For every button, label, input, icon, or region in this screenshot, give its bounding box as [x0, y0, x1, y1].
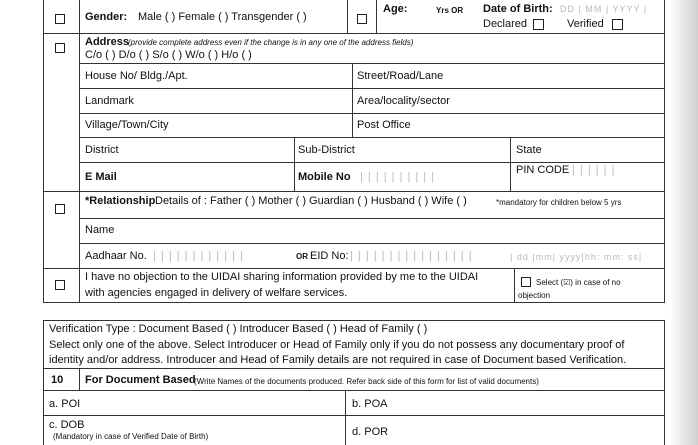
name-label: Name — [85, 224, 115, 236]
verified-label: Verified — [567, 18, 604, 30]
consent-line-2: with agencies engaged in delivery of welfare services. — [85, 287, 348, 299]
consent-line-1: I have no objection to the UIDAI sharing information provided by me to the UIDAI — [85, 271, 479, 283]
poi-label: a. POI — [49, 398, 81, 410]
relationship-checkbox[interactable] — [55, 204, 65, 214]
address-note: (provide complete address even if the change is in any one of the address fields) — [128, 38, 414, 47]
aadhaar-label: Aadhaar No. — [85, 250, 147, 262]
state-label: State — [516, 144, 542, 156]
sub-district-label: Sub-District — [298, 144, 355, 156]
street-label: Street/Road/Lane — [357, 70, 444, 82]
objection-label: objection — [518, 291, 551, 300]
verification-type-line[interactable]: Verification Type : Document Based ( ) Introducer Based ( ) Head of Family ( ) — [49, 323, 428, 335]
gender-row-checkbox[interactable] — [55, 14, 65, 24]
consent-row-checkbox[interactable] — [55, 280, 65, 290]
relationship-note: *mandatory for children below 5 yrs — [496, 198, 622, 207]
eid-input[interactable]: | | | | | | | | | | | | | | | | — [350, 250, 473, 262]
declared-checkbox[interactable] — [533, 19, 544, 30]
district-label: District — [85, 144, 119, 156]
village-label: Village/Town/City — [85, 119, 169, 131]
dob-doc-label: c. DOB — [49, 419, 85, 431]
eid-datetime-input[interactable]: | dd |mm| yyyy|hh: mm: ss| — [510, 252, 643, 262]
poa-label: b. POA — [352, 398, 388, 410]
aadhaar-input[interactable]: | | | | | | | | | | | | — [153, 250, 244, 262]
relationship-title: *Relationship — [85, 195, 156, 207]
mobile-input[interactable]: | | | | | | | | | | — [360, 171, 436, 183]
pin-label: PIN CODE — [516, 164, 570, 176]
house-label: House No/ Bldg./Apt. — [85, 70, 188, 82]
no-objection-checkbox[interactable] — [521, 277, 531, 287]
email-label: E Mail — [85, 171, 117, 183]
address-checkbox[interactable] — [55, 43, 65, 53]
post-office-label: Post Office — [357, 119, 411, 131]
page-shadow — [670, 0, 698, 445]
gender-label: Gender: — [85, 11, 128, 23]
age-row-checkbox[interactable] — [357, 14, 367, 24]
gender-options[interactable]: Male ( ) Female ( ) Transgender ( ) — [138, 11, 307, 23]
declared-label: Declared — [483, 18, 528, 30]
relationship-options[interactable]: Details of : Father ( ) Mother ( ) Guardian ( ) Husband ( ) Wife ( ) — [155, 195, 467, 207]
document-based-note: (Write Names of the documents produced. Refer back side of this form for list of valid documents) — [194, 377, 539, 386]
no-objection-label: Select (☑) in case of no — [536, 278, 621, 287]
age-label: Age: — [383, 3, 408, 15]
yrs-or-label: Yrs OR — [436, 6, 464, 15]
area-label: Area/locality/sector — [357, 95, 450, 107]
pin-input[interactable]: | | | | | | — [572, 164, 616, 176]
verification-instruction-2: identity and/or address. Introducer and Head of Family details are not required in case of Document based Verification. — [49, 354, 627, 366]
verified-checkbox[interactable] — [612, 19, 623, 30]
dob-input[interactable]: DD | MM | YYYY | — [560, 4, 648, 14]
or-label: OR — [296, 252, 308, 261]
dob-doc-note: (Mandatory in case of Verified Date of Birth) — [53, 432, 209, 441]
document-based-title: For Document Based — [85, 374, 196, 386]
relation-options[interactable]: C/o ( ) D/o ( ) S/o ( ) W/o ( ) H/o ( ) — [85, 49, 252, 61]
mobile-label: Mobile No — [298, 171, 351, 183]
landmark-label: Landmark — [85, 95, 134, 107]
por-label: d. POR — [352, 426, 389, 438]
verification-instruction-1: Select only one of the above. Select Introducer or Head of Family only if you do not possess any documentary proof of — [49, 339, 625, 351]
dob-label: Date of Birth: — [483, 3, 553, 15]
row-number: 10 — [51, 374, 64, 386]
eid-label: EID No: — [310, 250, 349, 262]
address-title: Address — [85, 36, 130, 48]
verification-form — [0, 305, 698, 445]
